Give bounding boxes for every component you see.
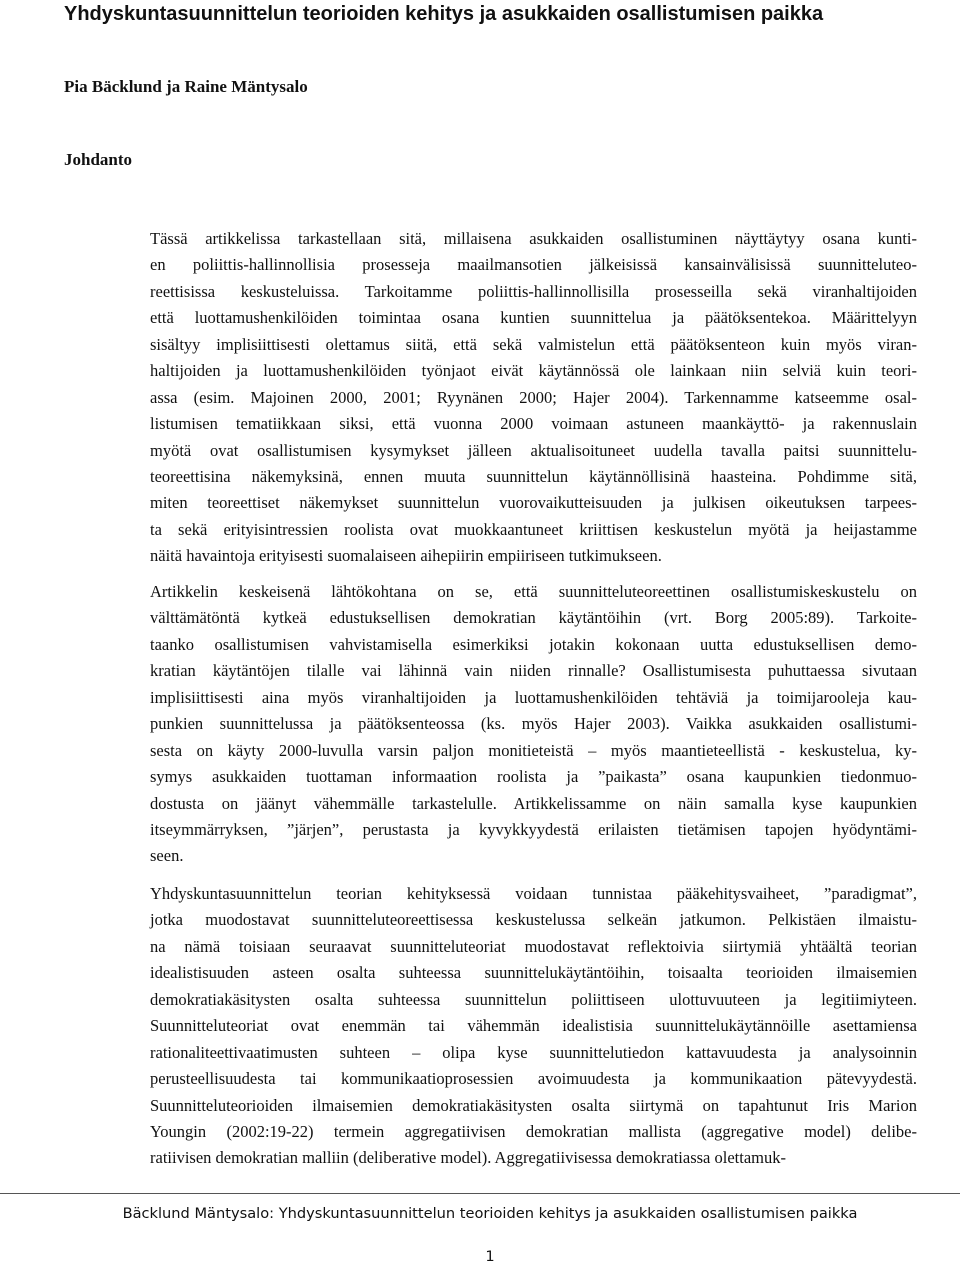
text-line: Youngin (2002:19-22) termein aggregatiivisen demokratian mallista (aggregative model) delibe- xyxy=(150,1121,917,1141)
text-line: en poliittis-hallinnollisia prosesseja maailmansotien jälkeisissä kansainvälisissä suunnitteluteo- xyxy=(150,255,917,275)
text-line: symys asukkaiden tuottaman informaation roolista ja ”paikasta” osana kaupunkien tiedonmuo- xyxy=(150,767,917,787)
text-line: ta sekä erityisintressien roolista ovat muokkaantuneet kriittisen keskustelun myötä ja heijastamme xyxy=(150,519,917,539)
text-line: idealistisuuden asteen osalta suhteessa suunnittelukäytäntöihin, toisaalta teorioiden ilmaisemien xyxy=(150,963,917,983)
paragraph-2 xyxy=(150,579,917,870)
text-line: välttämätöntä kytkeä edustuksellisen demokratian käytäntöihin (vrt. Borg 2005:89). Tarkoite- xyxy=(150,608,917,628)
text-line: demokratiakäsitysten osalta suhteessa suunnittelun poliittiseen ulottuvuuteen ja legitiimiyteen. xyxy=(150,989,917,1009)
text-line: sesta on käyty 2000-luvulla varsin paljon monitieteistä – myös maantieteellistä - keskustelua, ky- xyxy=(150,740,917,760)
page-number: 1 xyxy=(485,1248,495,1265)
text-line: na nämä toisiaan seuraavat suunnitteluteoriat muodostavat reflektoivia siirtymiä yhtäältä teorian xyxy=(150,936,917,956)
text-line: myötä ovat osallistumisen kysymykset jälleen aktualisoituneet uudella tavalla paitsi suunnittelu- xyxy=(150,440,917,460)
text-line: assa (esim. Majoinen 2000, 2001; Ryynänen 2000; Hajer 2004). Tarkennamme katseemme osal- xyxy=(150,387,917,407)
text-line: listumisen tematiikkaan siksi, että vuonna 2000 voimaan astuneen maankäyttö- ja rakennuslain xyxy=(150,414,917,434)
text-line: Suunnitteluteorioiden ilmaisemien demokratiakäsitysten osalta siirtymä on tapahtunut Iris Marion xyxy=(150,1095,917,1115)
section-heading: Johdanto xyxy=(64,150,133,169)
text-line: haltijoiden ja luottamushenkilöiden työnjaot eivät käytännössä ole lainkaan niin selviä kuin teori- xyxy=(150,361,917,381)
text-line: implisiittisesti aina myös viranhaltijoiden ja luottamushenkilöiden tehtäviä ja toimijarooleja kau- xyxy=(150,687,917,707)
text-line: reettisissa keskusteluissa. Tarkoitamme poliittis-hallinnollisilla prosesseilla sekä viranhaltijoiden xyxy=(150,281,917,301)
text-line: Tässä artikkelissa tarkastellaan sitä, millaisena asukkaiden osallistuminen näyttäytyy osana kunti- xyxy=(150,229,917,248)
paragraph-3 xyxy=(150,881,917,1172)
text-line: taanko osallistumisen vahvistamisella esimerkiksi jotakin kokonaan uutta edustuksellisen demo- xyxy=(150,634,917,654)
text-line: miten teoreettiset näkemykset suunnittelun vuorovaikutteisuuden ja julkisen oikeutuksen tarpees- xyxy=(150,493,917,513)
text-line: näitä havaintoja erityisesti suomalaiseen aihepiirin empiiriseen tutkimukseen. xyxy=(150,546,662,566)
text-line: itseymmärryksen, ”järjen”, perustasta ja kyvykkyydestä erilaisten tietämisen tapojen hyödyntämi- xyxy=(150,819,917,839)
footer-running-title: Bäcklund Mäntysalo: Yhdyskuntasuunnittelun teorioiden kehitys ja asukkaiden osallistumisen paikka xyxy=(122,1205,858,1222)
document-authors: Pia Bäcklund ja Raine Mäntysalo xyxy=(64,77,308,96)
text-line: seen. xyxy=(150,846,184,866)
text-line: teoreettisina näkemyksinä, ennen muuta suunnittelun käytännöllisinä haasteina. Pohdimme sitä, xyxy=(150,466,917,486)
text-line: että luottamushenkilöiden toimintaa osana kuntien suunnittelua ja päätöksentekoa. Määrittelyyn xyxy=(150,308,917,328)
text-line: kratian käytäntöjen tilalle vai lähinnä vain niiden rinnalle? Osallistumisesta puhuttaessa sivutaan xyxy=(150,661,917,681)
paragraph-1 xyxy=(150,226,917,570)
text-line: Artikkelin keskeisenä lähtökohtana on se, että suunnitteluteoreettinen osallistumiskeskustelu on xyxy=(150,582,917,601)
document-title: Yhdyskuntasuunnittelun teorioiden kehitys ja asukkaiden osallistumisen paikka xyxy=(64,3,824,25)
text-line: sisältyy implisiittisesti olettamus siitä, että sekä valmistelun että päätöksenteon kuin myös viran- xyxy=(150,334,917,354)
text-line: dostusta on jäänyt vähemmälle tarkastelulle. Artikkelissamme on näin samalla kyse kaupunkien xyxy=(150,793,917,813)
text-line: Yhdyskuntasuunnittelun teorian kehityksessä voidaan tunnistaa pääkehitysvaiheet, ”paradigmat”, xyxy=(150,884,917,903)
text-line: Suunnitteluteoriat ovat enemmän tai vähemmän idealistisia suunnittelukäytännöille asettamiensa xyxy=(150,1016,917,1036)
text-line: punkien suunnittelussa ja päätöksenteossa (ks. myös Hajer 2003). Vaikka asukkaiden osallistumi- xyxy=(150,714,917,734)
footer-divider xyxy=(0,1193,960,1194)
text-line: rationaliteettivaatimusten suhteen – olipa kyse suunnittelutiedon kattavuudesta ja analysoinnin xyxy=(150,1042,917,1062)
text-line: perusteellisuudesta tai kommunikaatioprosessien avoimuudesta ja kommunikaation pätevyydestä. xyxy=(150,1069,917,1089)
text-line: jotka muodostavat suunnitteluteoreettisessa keskustelussa selkeän jatkumon. Pelkistäen ilmaistu- xyxy=(150,910,917,930)
text-line: ratiivisen demokratian malliin (deliberative model). Aggregatiivisessa demokratiassa olettamuk- xyxy=(150,1148,786,1168)
